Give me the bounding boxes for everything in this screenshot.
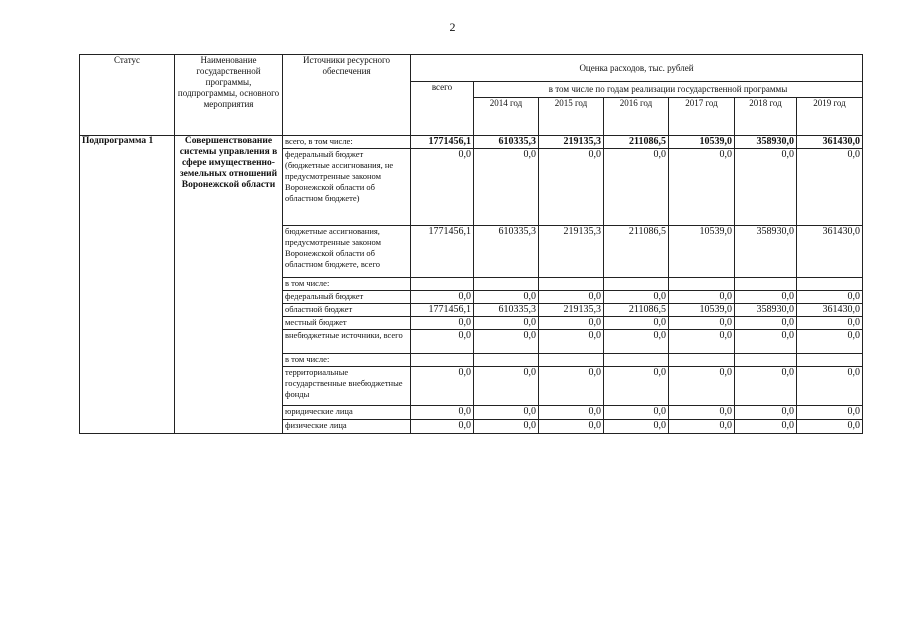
- value-cell: 0,0: [797, 330, 863, 354]
- value-cell: 0,0: [411, 291, 474, 304]
- header-program-name: Наименование государственной программы, подпрограммы, основного мероприятия: [175, 55, 283, 136]
- value-cell: 1771456,1: [411, 226, 474, 278]
- value-cell: 0,0: [539, 149, 604, 226]
- value-cell: 0,0: [411, 149, 474, 226]
- value-cell: [474, 278, 539, 291]
- value-cell: [797, 354, 863, 367]
- value-cell: 0,0: [411, 330, 474, 354]
- value-cell: 0,0: [604, 406, 669, 420]
- header-year: 2019 год: [797, 98, 863, 136]
- value-cell: 610335,3: [474, 136, 539, 149]
- header-year: 2015 год: [539, 98, 604, 136]
- source-cell: федеральный бюджет: [283, 291, 411, 304]
- value-cell: 1771456,1: [411, 136, 474, 149]
- value-cell: 0,0: [735, 317, 797, 330]
- status-cell: Подпрограмма 1: [80, 136, 175, 434]
- value-cell: 358930,0: [735, 136, 797, 149]
- budget-table: [79, 54, 863, 434]
- value-cell: 0,0: [735, 406, 797, 420]
- value-cell: 0,0: [735, 291, 797, 304]
- value-cell: 211086,5: [604, 226, 669, 278]
- value-cell: [411, 278, 474, 291]
- value-cell: 0,0: [604, 367, 669, 406]
- value-cell: 361430,0: [797, 304, 863, 317]
- value-cell: 0,0: [411, 420, 474, 434]
- header-status: Статус: [80, 55, 175, 136]
- value-cell: 0,0: [474, 317, 539, 330]
- source-cell: местный бюджет: [283, 317, 411, 330]
- value-cell: 0,0: [604, 291, 669, 304]
- value-cell: 0,0: [539, 291, 604, 304]
- value-cell: 0,0: [735, 149, 797, 226]
- value-cell: 358930,0: [735, 304, 797, 317]
- value-cell: 219135,3: [539, 136, 604, 149]
- value-cell: 0,0: [669, 291, 735, 304]
- value-cell: 0,0: [474, 367, 539, 406]
- value-cell: [474, 354, 539, 367]
- value-cell: [797, 278, 863, 291]
- value-cell: 0,0: [797, 291, 863, 304]
- table-row: [80, 136, 863, 149]
- value-cell: 0,0: [539, 317, 604, 330]
- value-cell: 0,0: [474, 149, 539, 226]
- value-cell: 0,0: [474, 420, 539, 434]
- header-by-years: в том числе по годам реализации государственной программы: [474, 82, 863, 98]
- value-cell: 0,0: [735, 330, 797, 354]
- value-cell: 211086,5: [604, 136, 669, 149]
- page-number: 2: [449, 20, 456, 34]
- value-cell: 211086,5: [604, 304, 669, 317]
- source-cell: внебюджетные источники, всего: [283, 330, 411, 354]
- value-cell: 219135,3: [539, 226, 604, 278]
- value-cell: 10539,0: [669, 136, 735, 149]
- value-cell: 0,0: [604, 330, 669, 354]
- source-cell: юридические лица: [283, 406, 411, 420]
- value-cell: 0,0: [411, 317, 474, 330]
- source-cell: областной бюджет: [283, 304, 411, 317]
- value-cell: 0,0: [474, 330, 539, 354]
- source-cell: в том числе:: [283, 278, 411, 291]
- source-cell: бюджетные ассигнования, предусмотренные законом Воронежской области об областном бюджете, всего: [283, 226, 411, 278]
- value-cell: 0,0: [604, 317, 669, 330]
- value-cell: 0,0: [669, 420, 735, 434]
- value-cell: 0,0: [474, 406, 539, 420]
- value-cell: [539, 354, 604, 367]
- value-cell: [669, 354, 735, 367]
- value-cell: [735, 354, 797, 367]
- value-cell: 0,0: [604, 149, 669, 226]
- value-cell: 0,0: [797, 420, 863, 434]
- value-cell: 610335,3: [474, 304, 539, 317]
- value-cell: 0,0: [797, 406, 863, 420]
- value-cell: 219135,3: [539, 304, 604, 317]
- header-sources: Источники ресурсного обеспечения: [283, 55, 411, 136]
- value-cell: 361430,0: [797, 226, 863, 278]
- value-cell: [669, 278, 735, 291]
- value-cell: 361430,0: [797, 136, 863, 149]
- header-year: 2018 год: [735, 98, 797, 136]
- value-cell: 10539,0: [669, 226, 735, 278]
- source-cell: в том числе:: [283, 354, 411, 367]
- value-cell: 0,0: [669, 149, 735, 226]
- header-total: всего: [411, 82, 474, 136]
- value-cell: 0,0: [604, 420, 669, 434]
- value-cell: [604, 278, 669, 291]
- value-cell: 0,0: [797, 317, 863, 330]
- value-cell: 0,0: [539, 367, 604, 406]
- value-cell: 10539,0: [669, 304, 735, 317]
- value-cell: 1771456,1: [411, 304, 474, 317]
- header-estimate: Оценка расходов, тыс. рублей: [411, 55, 863, 82]
- value-cell: 0,0: [735, 420, 797, 434]
- source-cell: федеральный бюджет (бюджетные ассигнования, не предусмотренные законом Воронежской области об областном бюджете): [283, 149, 411, 226]
- value-cell: 610335,3: [474, 226, 539, 278]
- source-cell: всего, в том числе:: [283, 136, 411, 149]
- value-cell: 0,0: [735, 367, 797, 406]
- value-cell: 358930,0: [735, 226, 797, 278]
- program-name-cell: Совершенствование системы управления в сфере имущественно-земельных отношений Воронежской области: [175, 136, 283, 434]
- value-cell: 0,0: [669, 330, 735, 354]
- source-cell: территориальные государственные внебюджетные фонды: [283, 367, 411, 406]
- header-year: 2017 год: [669, 98, 735, 136]
- value-cell: 0,0: [797, 367, 863, 406]
- value-cell: 0,0: [539, 406, 604, 420]
- value-cell: 0,0: [797, 149, 863, 226]
- value-cell: 0,0: [411, 406, 474, 420]
- value-cell: 0,0: [669, 406, 735, 420]
- header-row-1: [80, 55, 863, 82]
- value-cell: 0,0: [669, 317, 735, 330]
- header-year: 2016 год: [604, 98, 669, 136]
- value-cell: 0,0: [539, 420, 604, 434]
- value-cell: 0,0: [474, 291, 539, 304]
- value-cell: [604, 354, 669, 367]
- value-cell: 0,0: [411, 367, 474, 406]
- value-cell: 0,0: [669, 367, 735, 406]
- source-cell: физические лица: [283, 420, 411, 434]
- value-cell: [411, 354, 474, 367]
- header-year: 2014 год: [474, 98, 539, 136]
- value-cell: [539, 278, 604, 291]
- value-cell: 0,0: [539, 330, 604, 354]
- value-cell: [735, 278, 797, 291]
